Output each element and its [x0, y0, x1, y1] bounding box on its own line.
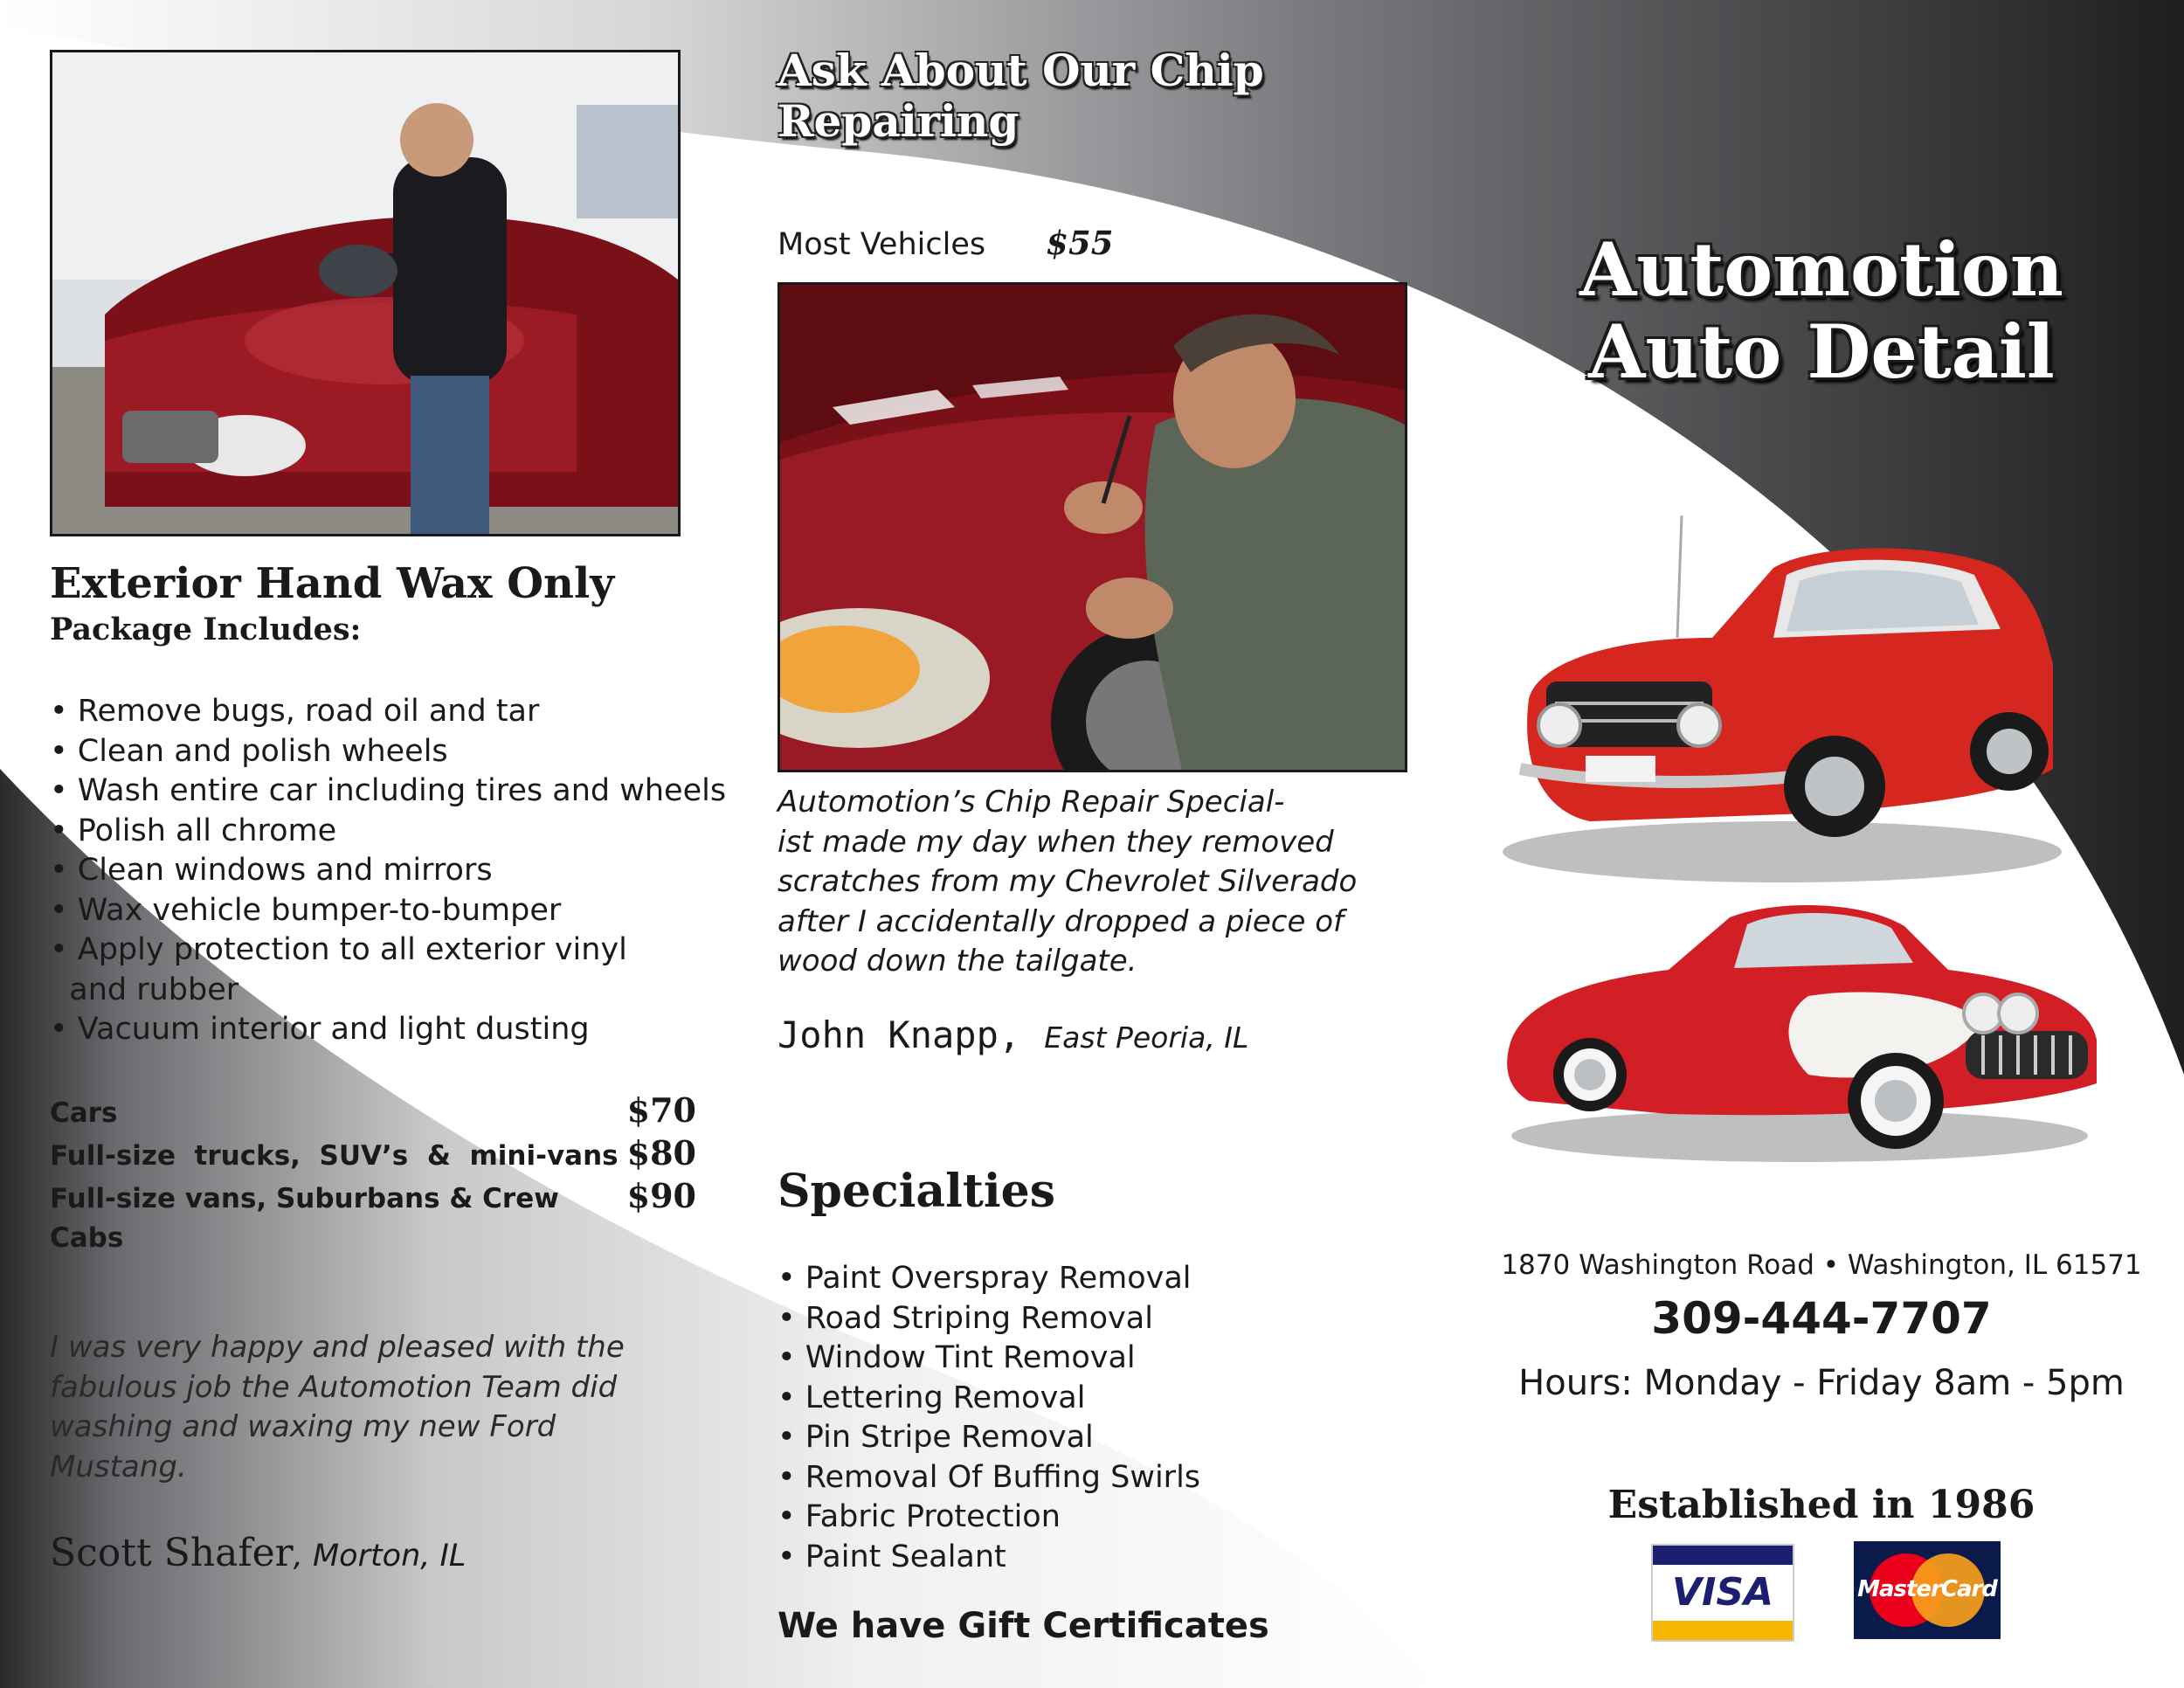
list-item: and rubber — [50, 972, 239, 1007]
list-item: • Pin Stripe Removal — [778, 1420, 1094, 1455]
visa-label: VISA — [1671, 1570, 1774, 1615]
quote-line: Mustang. — [50, 1449, 187, 1484]
price-table — [50, 1090, 696, 1258]
package-subtitle: Package Includes: — [50, 612, 362, 647]
price-amount: $80 — [626, 1133, 696, 1173]
author-location: , Morton, IL — [293, 1539, 467, 1574]
quote-line: fabulous job the Automotion Team did — [50, 1369, 618, 1405]
established: Established in 1986 — [1607, 1483, 2035, 1527]
list-item: • Removal Of Buffing Swirls — [778, 1459, 1201, 1495]
chip-repair-photo — [778, 282, 1407, 772]
mastercard-icon — [1854, 1541, 2001, 1639]
gift-certificates: We have Gift Certificates — [778, 1606, 1269, 1646]
quote-line: scratches from my Chevrolet Silverado — [778, 864, 1358, 899]
list-item: • Paint Sealant — [778, 1539, 1006, 1574]
quote-line: I was very happy and pleased with the — [50, 1330, 625, 1365]
list-item: • Wax vehicle bumper-to-bumper — [50, 892, 562, 928]
specialties-list — [778, 1259, 1200, 1577]
list-item: • Clean windows and mirrors — [50, 853, 493, 888]
list-item: • Polish all chrome — [50, 813, 337, 848]
quote-line: after I accidentally dropped a piece of — [778, 903, 1344, 939]
list-item: • Remove bugs, road oil and tar — [50, 694, 540, 729]
quote-line: wood down the tailgate. — [778, 944, 1137, 979]
list-item: • Window Tint Removal — [778, 1340, 1136, 1375]
list-item: • Wash entire car including tires and wheels — [50, 773, 727, 808]
specialties-title: Specialties — [778, 1165, 1055, 1218]
chip-price-label: Most Vehicles — [778, 227, 986, 262]
heading-line: Repairing — [778, 95, 1019, 147]
price-amount: $70 — [626, 1090, 696, 1130]
hours: Hours: Monday - Friday 8am - 5pm — [1518, 1363, 2125, 1403]
chip-price: $55 — [1046, 224, 1114, 262]
list-item: • Lettering Removal — [778, 1380, 1086, 1415]
brand-line: Auto Detail — [1588, 308, 2055, 395]
red-corvette-image — [1494, 900, 2105, 1171]
list-item: • Apply protection to all exterior vinyl — [50, 932, 627, 967]
list-item: • Road Striping Removal — [778, 1300, 1153, 1336]
price-row — [50, 1176, 696, 1258]
package-items-list — [50, 692, 726, 1050]
list-item: • Fabric Protection — [778, 1499, 1061, 1534]
red-mustang-image — [1485, 507, 2062, 891]
testimonial-left-author — [50, 1531, 466, 1575]
testimonial-middle — [778, 783, 1357, 982]
list-item: • Paint Overspray Removal — [778, 1261, 1192, 1296]
package-title: Exterior Hand Wax Only — [50, 559, 615, 608]
testimonial-middle-author — [778, 1013, 1248, 1056]
list-item: • Vacuum interior and light dusting — [50, 1012, 590, 1047]
visa-card-icon — [1651, 1544, 1794, 1642]
heading-line: Ask About Our Chip — [778, 45, 1264, 96]
price-row — [50, 1133, 696, 1176]
author-name: Scott Shafer — [50, 1531, 294, 1575]
chip-repair-heading — [778, 45, 1264, 147]
address: 1870 Washington Road • Washington, IL 61571 — [1501, 1249, 2142, 1281]
author-signature: John Knapp, — [778, 1013, 1021, 1056]
mastercard-label: MasterCard — [1857, 1576, 1997, 1602]
quote-line: Automotion’s Chip Repair Special- — [778, 785, 1285, 820]
price-row — [50, 1090, 696, 1133]
phone-number: 309-444-7707 — [1651, 1293, 1992, 1344]
price-label: Full-size trucks, SUV’s & mini-vans — [50, 1140, 619, 1172]
testimonial-left — [50, 1328, 625, 1487]
author-location: East Peoria, IL — [1044, 1020, 1249, 1055]
chip-price-row — [778, 224, 1113, 262]
quote-line: ist made my day when they removed — [778, 824, 1334, 860]
car-waxing-photo — [50, 50, 681, 536]
price-amount: $90 — [626, 1176, 696, 1215]
list-item: • Clean and polish wheels — [50, 733, 448, 769]
quote-line: washing and waxing my new Ford — [50, 1409, 556, 1444]
brand-title — [1538, 226, 2105, 395]
brand-line: Automotion — [1579, 226, 2063, 313]
price-label: Full-size vans, Suburbans & Crew Cabs — [50, 1183, 559, 1254]
price-label: Cars — [50, 1097, 118, 1129]
